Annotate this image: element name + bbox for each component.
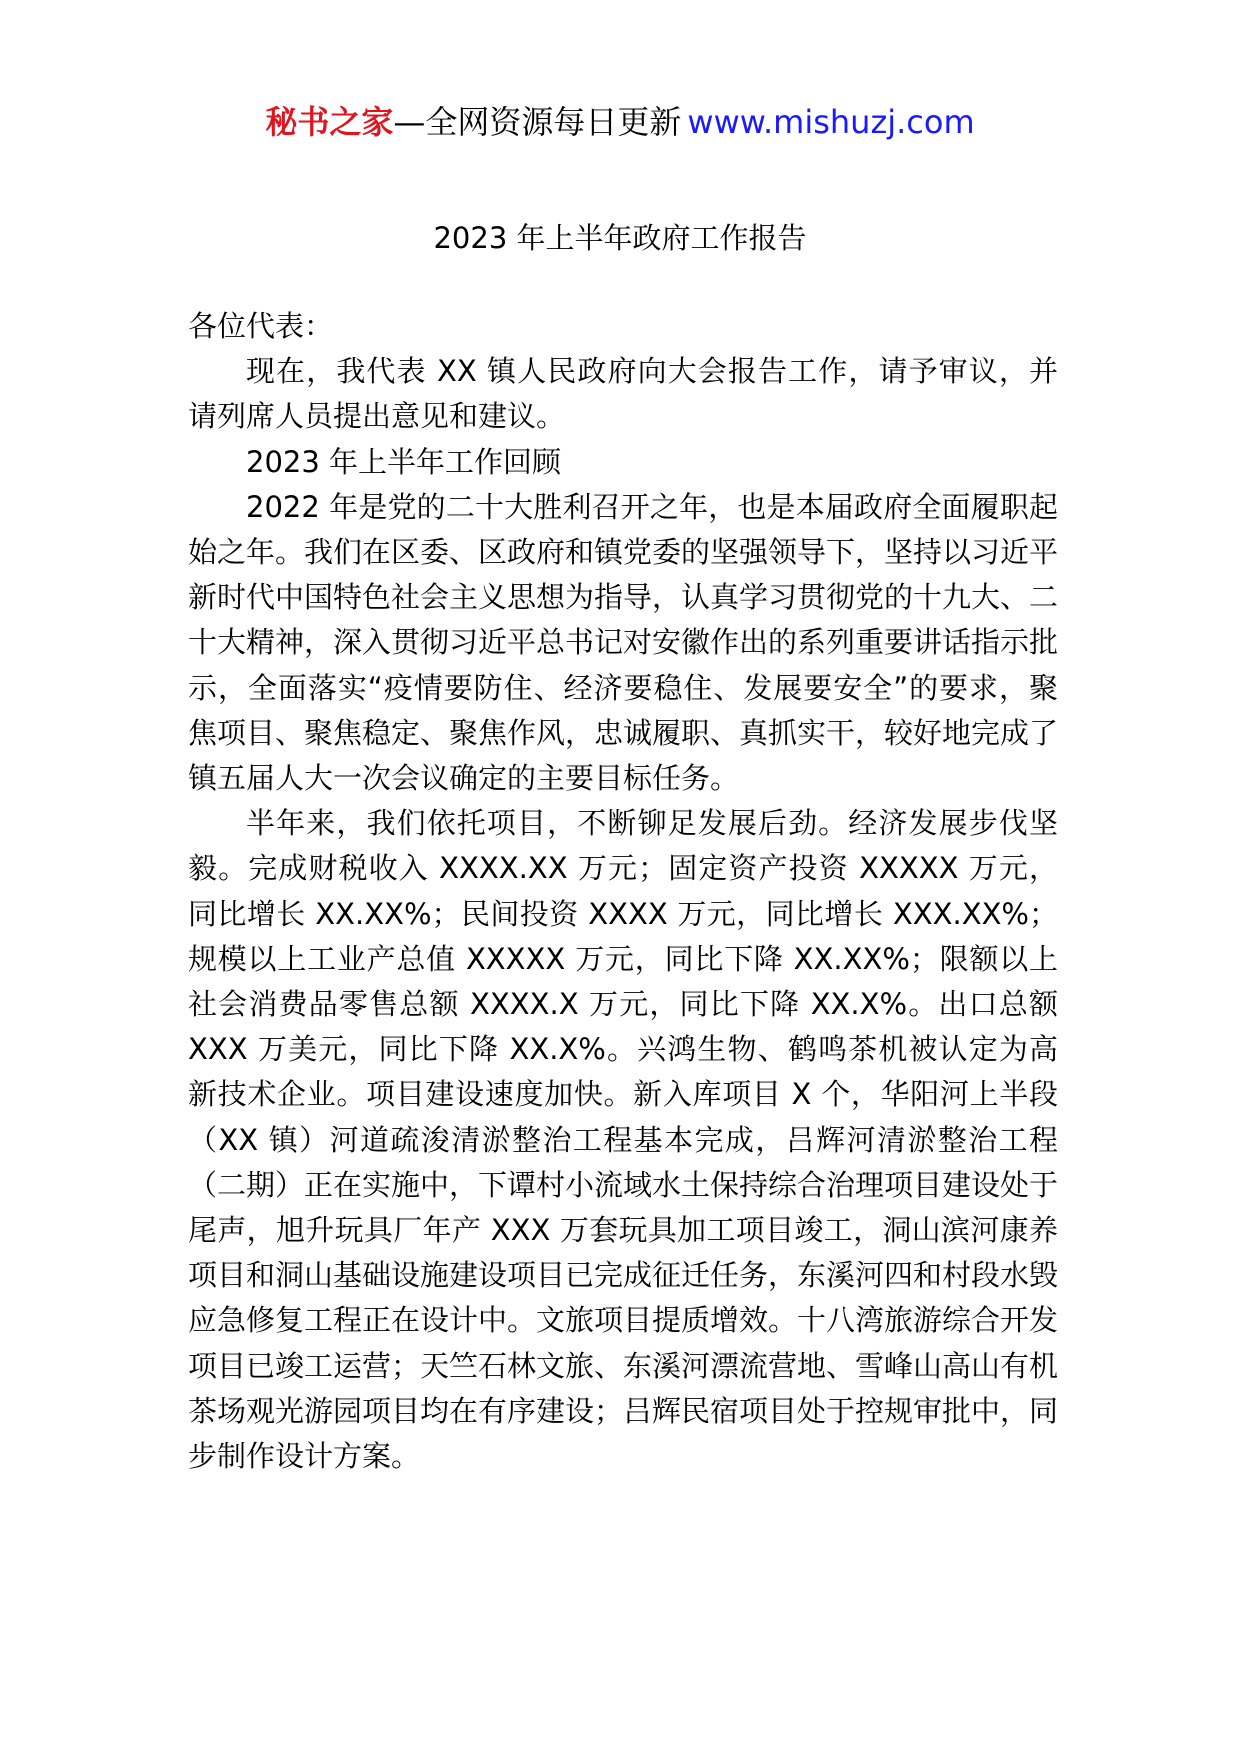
paragraph-opening: 现在，我代表 XX 镇人民政府向大会报告工作，请予审议，并请列席人员提出意见和建议。 bbox=[188, 354, 1058, 434]
site-url-link[interactable]: www.mishuzj.com bbox=[687, 103, 975, 141]
page-header bbox=[0, 98, 1240, 146]
salutation: 各位代表： bbox=[188, 309, 334, 343]
paragraph-economy: 半年来，我们依托项目，不断铆足发展后劲。经济发展步伐坚毅。完成财税收入 XXXX.XX 万元；固定资产投资 XXXXX 万元，同比增长 XX.XX%；民间投资 XXXX 万元，同比增长 XXX.XX%；规模以上工业产总值 XXXXX 万元，同比下降 XX.XX%；限额以上社会消费品零售总额 XXXX.X 万元，同比下降 XX.X%。出口总额 XXX 万美元，同比下降 XX.X%。兴鸿生物、鹤鸣茶机被认定为高新技术企业。项目建设速度加快。新入库项目 X 个，华阳河上半段（XX 镇）河道疏浚清淤整治工程基本完成，吕辉河清淤整治工程（二期）正在实施中，下谭村小流域水土保持综合治理项目建设处于尾声，旭升玩具厂年产 XXX 万套玩具加工项目竣工，洞山滨河康养项目和洞山基础设施建设项目已完成征迁任务，东溪河四和村段水毁应急修复工程正在设计中。文旅项目提质增效。十八湾旅游综合开发项目已竣工运营；天竺石林文旅、东溪河漂流营地、雪峰山高山有机茶场观光游园项目均在有序建设；吕辉民宿项目处于控规审批中，同步制作设计方案。 bbox=[188, 806, 1059, 1474]
document-title: 2023 年上半年政府工作报告 bbox=[433, 221, 807, 255]
document-body bbox=[188, 304, 1058, 1479]
section-heading: 2023 年上半年工作回顾 bbox=[246, 444, 562, 479]
header-slogan: —全网资源每日更新 bbox=[393, 103, 682, 141]
brand-name: 秘书之家 bbox=[265, 103, 394, 141]
paragraph-overview: 2022 年是党的二十大胜利召开之年，也是本届政府全面履职起始之年。我们在区委、区政府和镇党委的坚强领导下，坚持以习近平新时代中国特色社会主义思想为指导，认真学习贯彻党的十九大、二十大精神，深入贯彻习近平总书记对安徽作出的系列重要讲话指示批示，全面落实“疫情要防住、经济要稳住、发展要安全”的要求，聚焦项目、聚焦稳定、聚焦作风，忠诚履职、真抓实干，较好地完成了镇五届人大一次会议确定的主要目标任务。 bbox=[188, 489, 1059, 796]
